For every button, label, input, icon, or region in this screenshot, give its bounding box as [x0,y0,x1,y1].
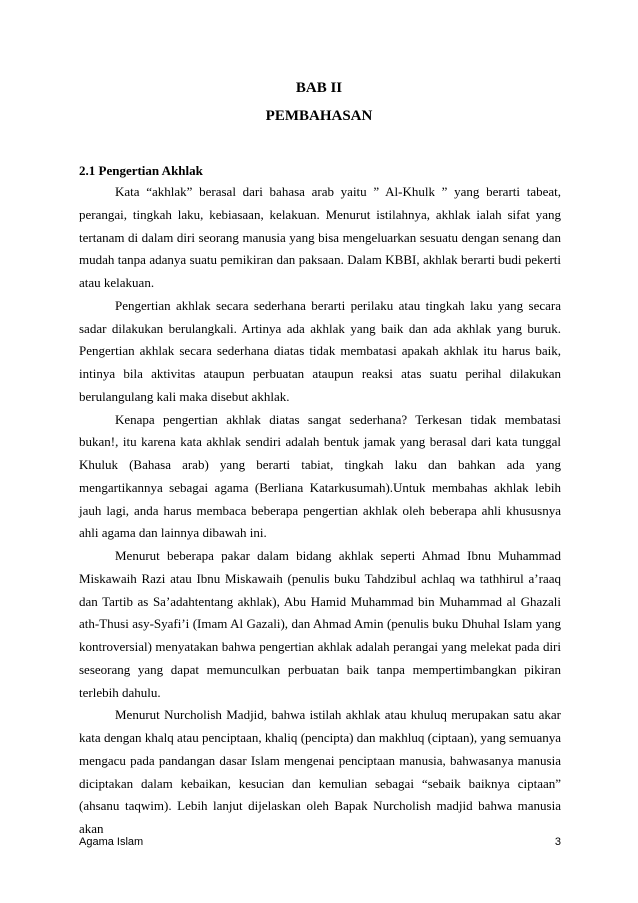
body-text [79,181,561,841]
chapter-title: PEMBAHASAN [265,108,373,124]
paragraph: Menurut beberapa pakar dalam bidang akhlak seperti Ahmad Ibnu Muhammad Miskawaih Razi atau Ibnu Miskawaih (penulis buku Tahdzibul achlaq wa tathhirul a’raaq dan Tartib as Sa’adahtentang akhlak), Abu Hamid Muhammad bin Muhammad al Ghazali ath-Thusi asy-Syafi’i (Imam Al Gazali), dan Ahmad Amin (penulis buku Dhuhal Islam yang kontroversial) menyatakan bahwa pengertian akhlak adalah perangai yang melekat pada diri seseorang yang dapat memunculkan perbuatan baik tanpa mempertimbangkan pikiran terlebih dahulu. [79,548,561,700]
footer-title: Agama Islam [79,836,144,848]
section-title: 2.1 Pengertian Akhlak [79,163,203,178]
chapter-number: BAB II [295,80,343,96]
paragraph: Kata “akhlak” berasal dari bahasa arab yaitu ” Al-Khulk ” yang berarti tabeat, perangai, tingkah laku, kebiasaan, kelakuan. Menurut istilahnya, akhlak ialah sifat yang tertanam di dalam diri seorang manusia yang bisa mengeluarkan sesuatu dengan senang dan mudah tanpa adanya suatu pemikiran dan paksaan. Dalam KBBI, akhlak berarti budi pekerti atau kelakuan. [79,184,561,290]
paragraph: Pengertian akhlak secara sederhana berarti perilaku atau tingkah laku yang secara sadar dilakukan berulangkali. Artinya ada akhlak yang baik dan ada akhlak yang buruk. Pengertian akhlak secara sederhana diatas tidak membatasi apakah akhlak itu harus baik, intinya bila aktivitas ataupun perbuatan ataupun reaksi atas suatu perihal dilakukan berulangulang kali maka disebut akhlak. [79,297,561,404]
page-number: 3 [554,836,561,848]
paragraph: Kenapa pengertian akhlak diatas sangat sederhana? Terkesan tidak membatasi bukan!, itu karena kata akhlak sendiri adalah bentuk jamak yang berasal dari kata tunggal Khuluk (Bahasa arab) yang berarti tabiat, tingkah laku dan bahkan ada yang mengartikannya sebagai agama (Berliana Katarkusumah).Untuk membahas akhlak lebih jauh lagi, anda harus membaca beberapa pengertian akhlak oleh beberapa ahli khususnya ahli agama dan lainnya dibawah ini. [79,411,561,541]
paragraph: Menurut Nurcholish Madjid, bahwa istilah akhlak atau khuluq merupakan satu akar kata dengan khalq atau penciptaan, khaliq (pencipta) dan makhluq (ciptaan), yang semuanya mengacu pada pandangan dasar Islam mengenai penciptaan manusia, bahwasanya manusia diciptakan dalam kebaikan, kesucian dan kemulian sebagai “sebaik baiknya ciptaan” (ahsanu taqwim). Lebih lanjut dijelaskan oleh Bapak Nurcholish madjid bahwa manusia akan [79,707,561,836]
